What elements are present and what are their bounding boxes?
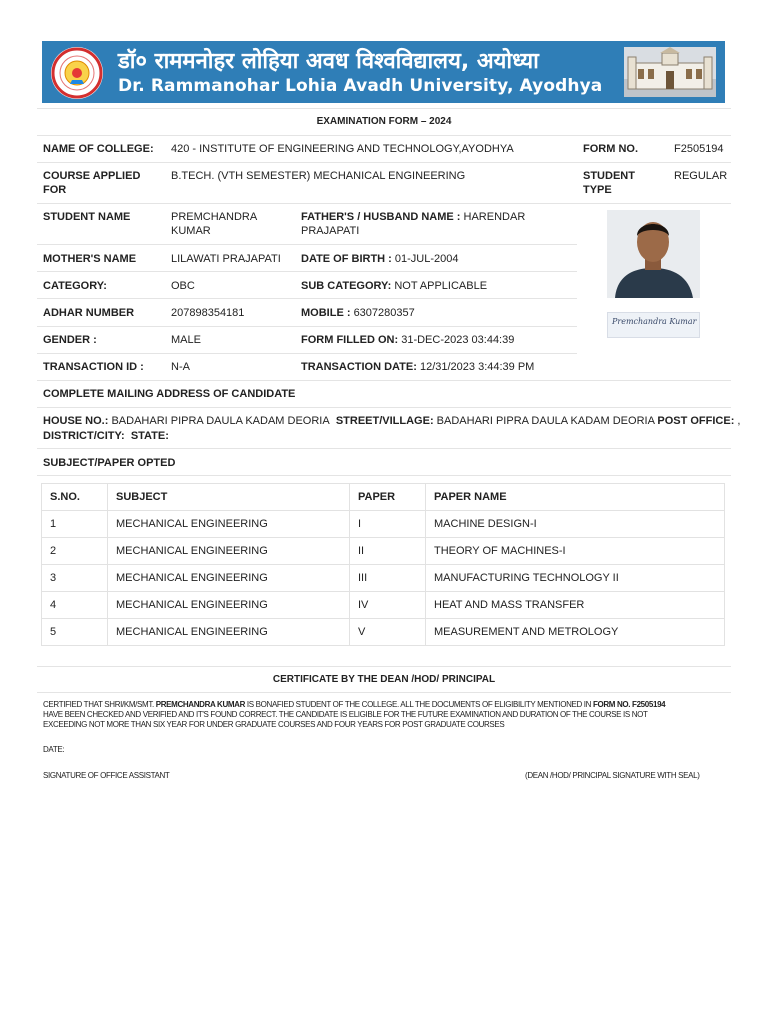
gender-label: GENDER :: [43, 334, 97, 346]
certificate-line-2: HAVE BEEN CHECKED AND VERIFIED AND IT'S FOUND CORRECT. THE CANDIDATE IS ELIGIBLE FOR THE FUTURE EXAMINATION AND DURATION OF THE COURSE IS NOT: [43, 710, 648, 719]
sub-category: SUB CATEGORY: NOT APPLICABLE: [301, 280, 488, 292]
divider: [37, 298, 577, 299]
office-assistant-signature: SIGNATURE OF OFFICE ASSISTANT: [43, 771, 170, 780]
university-banner: [42, 41, 725, 103]
university-seal-icon: [50, 46, 104, 100]
cell-subject: MECHANICAL ENGINEERING: [108, 565, 350, 592]
cell-paper: IV: [350, 592, 426, 619]
student-photo-icon: [607, 210, 700, 298]
transaction-id-label: TRANSACTION ID :: [43, 361, 144, 373]
subjects-heading: SUBJECT/PAPER OPTED: [43, 457, 176, 469]
form-no-value: F2505194: [674, 143, 724, 155]
cell-paper: I: [350, 511, 426, 538]
divider: [37, 108, 731, 109]
cell-paper: V: [350, 619, 426, 646]
mother-name-label: MOTHER'S NAME: [43, 253, 137, 265]
adhar-label: ADHAR NUMBER: [43, 307, 135, 319]
table-row: [42, 538, 725, 565]
principal-signature: (DEAN /HOD/ PRINCIPAL SIGNATURE WITH SEAL): [525, 771, 700, 780]
cell-sno: 3: [42, 565, 108, 592]
divider: [37, 271, 577, 272]
cell-subject: MECHANICAL ENGINEERING: [108, 619, 350, 646]
subjects-table: [41, 483, 725, 646]
divider: [37, 162, 731, 163]
student-name-value: PREMCHANDRA KUMAR: [171, 211, 258, 237]
cell-sno: 1: [42, 511, 108, 538]
cell-paper: II: [350, 538, 426, 565]
column-header-subject: SUBJECT: [108, 484, 350, 511]
student-type-label: STUDENT TYPE: [583, 170, 635, 196]
divider: [37, 380, 731, 381]
table-header-row: [42, 484, 725, 511]
date-label: DATE:: [43, 745, 65, 754]
table-row: [42, 565, 725, 592]
cell-sno: 2: [42, 538, 108, 565]
form-title: EXAMINATION FORM – 2024: [316, 116, 452, 127]
course-value: B.TECH. (VTH SEMESTER) MECHANICAL ENGINEERING: [171, 170, 466, 182]
certificate-line-3: EXCEEDING NOT MORE THAN SIX YEAR FOR UNDER GRADUATE COURSES AND FOUR YEARS FOR POST GRADUATE COURSES: [43, 720, 505, 729]
table-row: [42, 592, 725, 619]
student-signature: [607, 312, 700, 338]
adhar-value: 207898354181: [171, 307, 245, 319]
table-row: [42, 511, 725, 538]
university-title-hindi: डॉ० राममनोहर लोहिया अवध विश्वविद्यालय, अयोध्या: [118, 49, 539, 74]
divider: [37, 448, 731, 449]
cell-subject: MECHANICAL ENGINEERING: [108, 592, 350, 619]
student-type-value: REGULAR: [674, 170, 728, 182]
category-value: OBC: [171, 280, 195, 292]
divider: [37, 326, 577, 327]
certificate-line-1: CERTIFIED THAT SHRI/KM/SMT. PREMCHANDRA KUMAR IS BONAFIED STUDENT OF THE COLLEGE. ALL THE DOCUMENTS OF ELIGIBILITY MENTIONED IN FORM NO. F2505194: [43, 700, 666, 709]
address-line-2: DISTRICT/CITY: STATE:: [43, 430, 169, 442]
certificate-heading: CERTIFICATE BY THE DEAN /HOD/ PRINCIPAL: [272, 674, 496, 685]
cell-subject: MECHANICAL ENGINEERING: [108, 538, 350, 565]
divider: [37, 244, 577, 245]
divider: [37, 407, 731, 408]
form-no-label: FORM NO.: [583, 143, 638, 155]
divider: [37, 475, 731, 476]
cell-paper-name: THEORY OF MACHINES-I: [426, 538, 725, 565]
address-heading: COMPLETE MAILING ADDRESS OF CANDIDATE: [43, 388, 296, 400]
cell-paper-name: MACHINE DESIGN-I: [426, 511, 725, 538]
divider: [37, 666, 731, 667]
cell-paper-name: MEASUREMENT AND METROLOGY: [426, 619, 725, 646]
course-label: COURSE APPLIED FOR: [43, 170, 141, 196]
divider: [37, 692, 731, 693]
cell-paper-name: MANUFACTURING TECHNOLOGY II: [426, 565, 725, 592]
gender-value: MALE: [171, 334, 201, 346]
column-header-paper-name: PAPER NAME: [426, 484, 725, 511]
transaction-date: TRANSACTION DATE: 12/31/2023 3:44:39 PM: [301, 361, 535, 373]
university-building-icon: [624, 47, 716, 97]
mother-name-value: LILAWATI PRAJAPATI: [171, 253, 281, 265]
college-label: NAME OF COLLEGE:: [43, 143, 154, 155]
category-label: CATEGORY:: [43, 280, 107, 292]
transaction-id-value: N-A: [171, 361, 190, 373]
table-row: [42, 619, 725, 646]
mobile: MOBILE : 6307280357: [301, 307, 415, 319]
divider: [37, 203, 731, 204]
date-of-birth: DATE OF BIRTH : 01-JUL-2004: [301, 253, 459, 265]
college-value: 420 - INSTITUTE OF ENGINEERING AND TECHNOLOGY,AYODHYA: [171, 143, 514, 155]
cell-subject: MECHANICAL ENGINEERING: [108, 511, 350, 538]
divider: [37, 353, 577, 354]
cell-sno: 5: [42, 619, 108, 646]
address-line-1: HOUSE NO.: BADAHARI PIPRA DAULA KADAM DEORIA STREET/VILLAGE: BADAHARI PIPRA DAULA KADAM DEORIA POST OFFICE: ,: [43, 415, 741, 427]
father-name: FATHER'S / HUSBAND NAME : HARENDAR PRAJAPATI: [301, 211, 526, 237]
column-header-sno: S.NO.: [42, 484, 108, 511]
student-name-label: STUDENT NAME: [43, 211, 131, 223]
column-header-paper: PAPER: [350, 484, 426, 511]
cell-paper: III: [350, 565, 426, 592]
cell-paper-name: HEAT AND MASS TRANSFER: [426, 592, 725, 619]
university-title-english: Dr. Rammanohar Lohia Avadh University, Ayodhya: [118, 76, 603, 96]
cell-sno: 4: [42, 592, 108, 619]
form-filled-on: FORM FILLED ON: 31-DEC-2023 03:44:39: [301, 334, 515, 346]
divider: [37, 135, 731, 136]
signature-text: Premchandra Kumar: [612, 317, 697, 326]
